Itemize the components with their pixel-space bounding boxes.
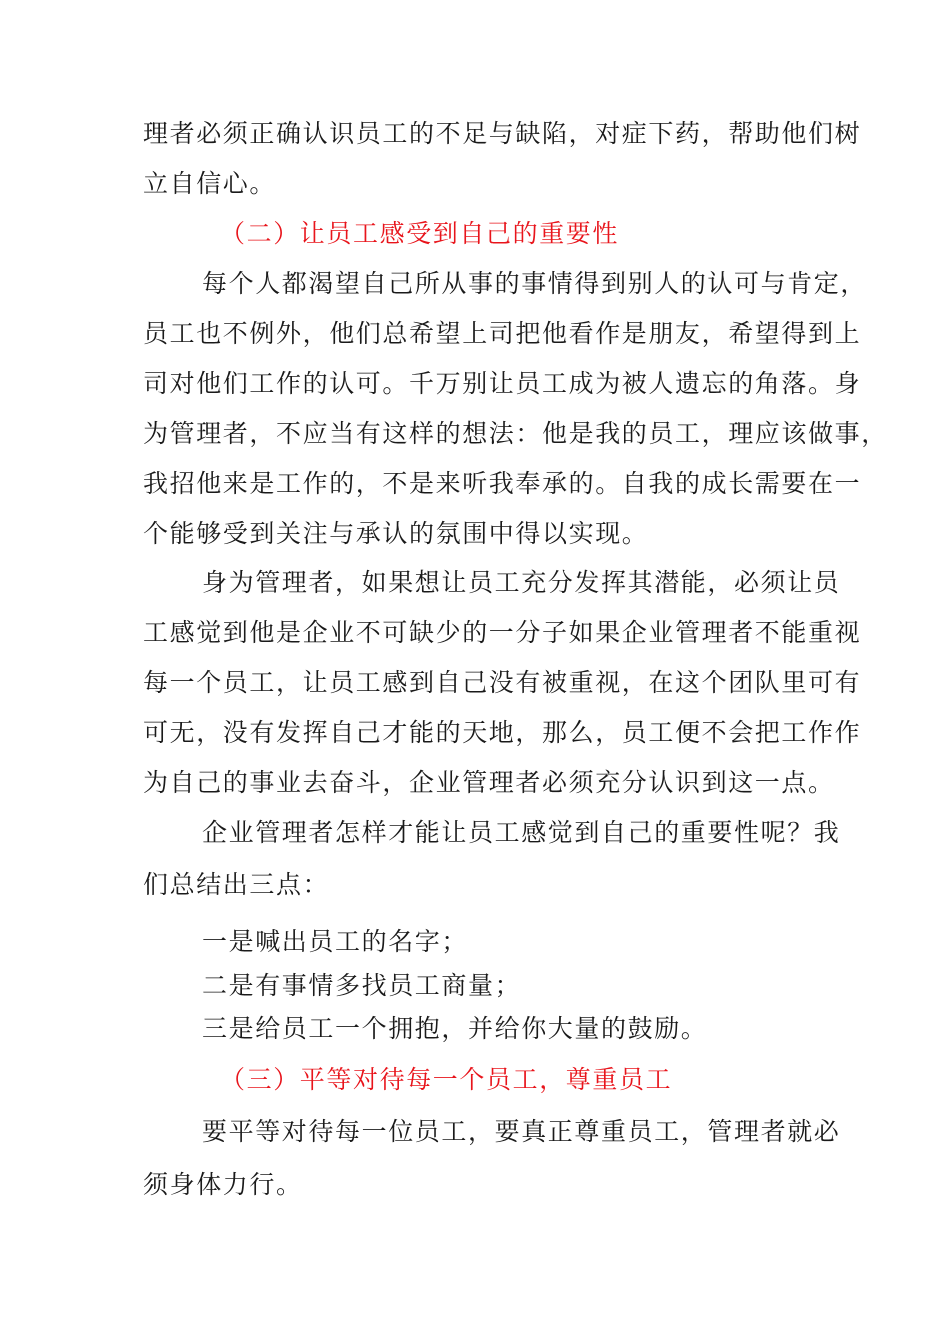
paragraph-line: 要平等对待每一位员工，要真正尊重员工，管理者就必 (202, 1117, 841, 1146)
paragraph-line: 员工也不例外，他们总希望上司把他看作是朋友，希望得到上 (143, 319, 862, 348)
list-item: 一是喊出员工的名字； (202, 927, 469, 956)
paragraph-line: 须身体力行。 (143, 1170, 303, 1199)
paragraph-line: 为自己的事业去奋斗，企业管理者必须充分认识到这一点。 (143, 768, 835, 797)
paragraph-line: 企业管理者怎样才能让员工感觉到自己的重要性呢？我 (202, 818, 841, 847)
list-item: 三是给员工一个拥抱，并给你大量的鼓励。 (202, 1014, 708, 1043)
section-heading-3: （三）平等对待每一个员工，尊重员工 (220, 1065, 673, 1094)
paragraph-line: 可无，没有发挥自己才能的天地，那么，员工便不会把工作作 (143, 718, 862, 747)
paragraph-line: 每个人都渴望自己所从事的事情得到别人的认可与肯定， (202, 269, 868, 298)
section-heading-2: （二）让员工感受到自己的重要性 (220, 219, 620, 248)
paragraph-line: 们总结出三点： (143, 870, 330, 899)
paragraph-line: 司对他们工作的认可。千万别让员工成为被人遗忘的角落。身 (143, 369, 862, 398)
list-item: 二是有事情多找员工商量； (202, 971, 522, 1000)
paragraph-line: 立自信心。 (143, 169, 277, 198)
paragraph-line: 为管理者，不应当有这样的想法：他是我的员工，理应该做事， (143, 419, 888, 448)
paragraph-line: 理者必须正确认识员工的不足与缺陷，对症下药，帮助他们树 (143, 119, 862, 148)
paragraph-line: 工感觉到他是企业不可缺少的一分子如果企业管理者不能重视 (143, 618, 862, 647)
paragraph-line: 我招他来是工作的，不是来听我奉承的。自我的成长需要在一 (143, 469, 862, 498)
paragraph-line: 个能够受到关注与承认的氛围中得以实现。 (143, 519, 649, 548)
paragraph-line: 身为管理者，如果想让员工充分发挥其潜能，必须让员 (202, 568, 841, 597)
paragraph-line: 每一个员工，让员工感到自己没有被重视，在这个团队里可有 (143, 668, 862, 697)
